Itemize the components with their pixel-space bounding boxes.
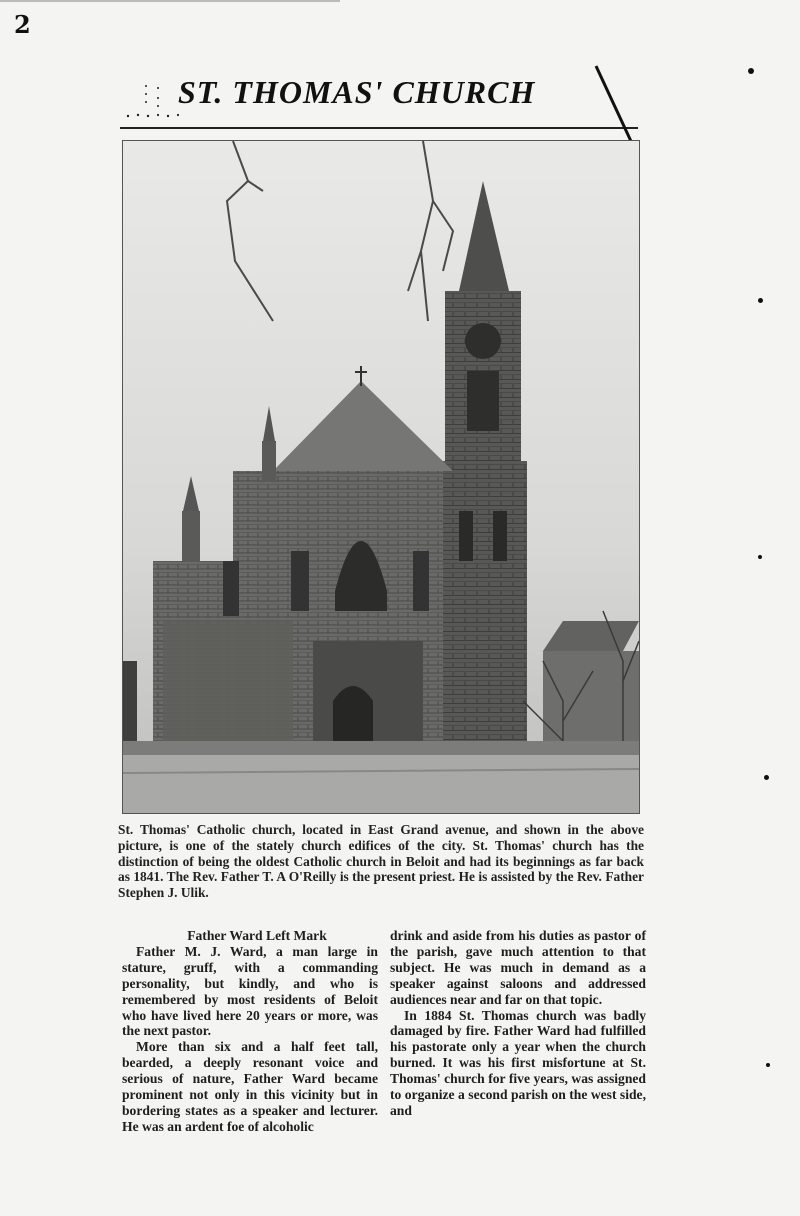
article-paragraph: drink and aside from his duties as pastor of the parish, gave much attention to that subject. He was much in demand as a speaker against saloons and addressed audiences near and far on that topic. bbox=[390, 928, 646, 1007]
margin-mark bbox=[766, 1063, 770, 1067]
photo-caption: St. Thomas' Catholic church, located in East Grand avenue, and shown in the above picture, is one of the stately church edifices of the city. St. Thomas' church has the distinction of being the oldest Catholic church in Beloit and had its beginnings as far back as 1841. The Rev. Father T. A O'Reilly is the present priest. He is assisted by the Rev. Father Stephen J. Ulik. bbox=[118, 822, 644, 901]
top-edge-line bbox=[0, 0, 340, 2]
margin-mark bbox=[758, 298, 763, 303]
margin-mark bbox=[748, 68, 754, 74]
article-paragraph: More than six and a half feet tall, bearded, a deeply resonant voice and serious of nature, Father Ward became prominent not only in this vicinity but in bordering states as a speaker and lecturer. He was an ardent foe of alcoholic bbox=[122, 1039, 378, 1134]
headline-rule bbox=[120, 127, 638, 129]
headline: ST. THOMAS' CHURCH bbox=[178, 74, 536, 110]
margin-mark bbox=[758, 555, 762, 559]
margin-mark bbox=[764, 775, 769, 780]
page-number: 2 bbox=[14, 10, 31, 39]
article-subhead: Father Ward Left Mark bbox=[187, 928, 327, 943]
print-speckles bbox=[124, 80, 184, 120]
church-photo bbox=[122, 140, 640, 814]
article-paragraph: Father M. J. Ward, a man large in stature, gruff, with a commanding personality, but kindly, and who is remembered by most residents of Beloit who have lived here 20 years or more, was the next pastor. bbox=[122, 943, 378, 1039]
article-column-left bbox=[122, 928, 378, 1135]
article-paragraph: In 1884 St. Thomas church was badly damaged by fire. Father Ward had fulfilled his pastorate only a year when the church burned. It was his first misfortune at St. Thomas' church for five years, was assigned to organize a second parish on the west side, and bbox=[390, 1007, 646, 1118]
article-column-right bbox=[390, 928, 646, 1119]
